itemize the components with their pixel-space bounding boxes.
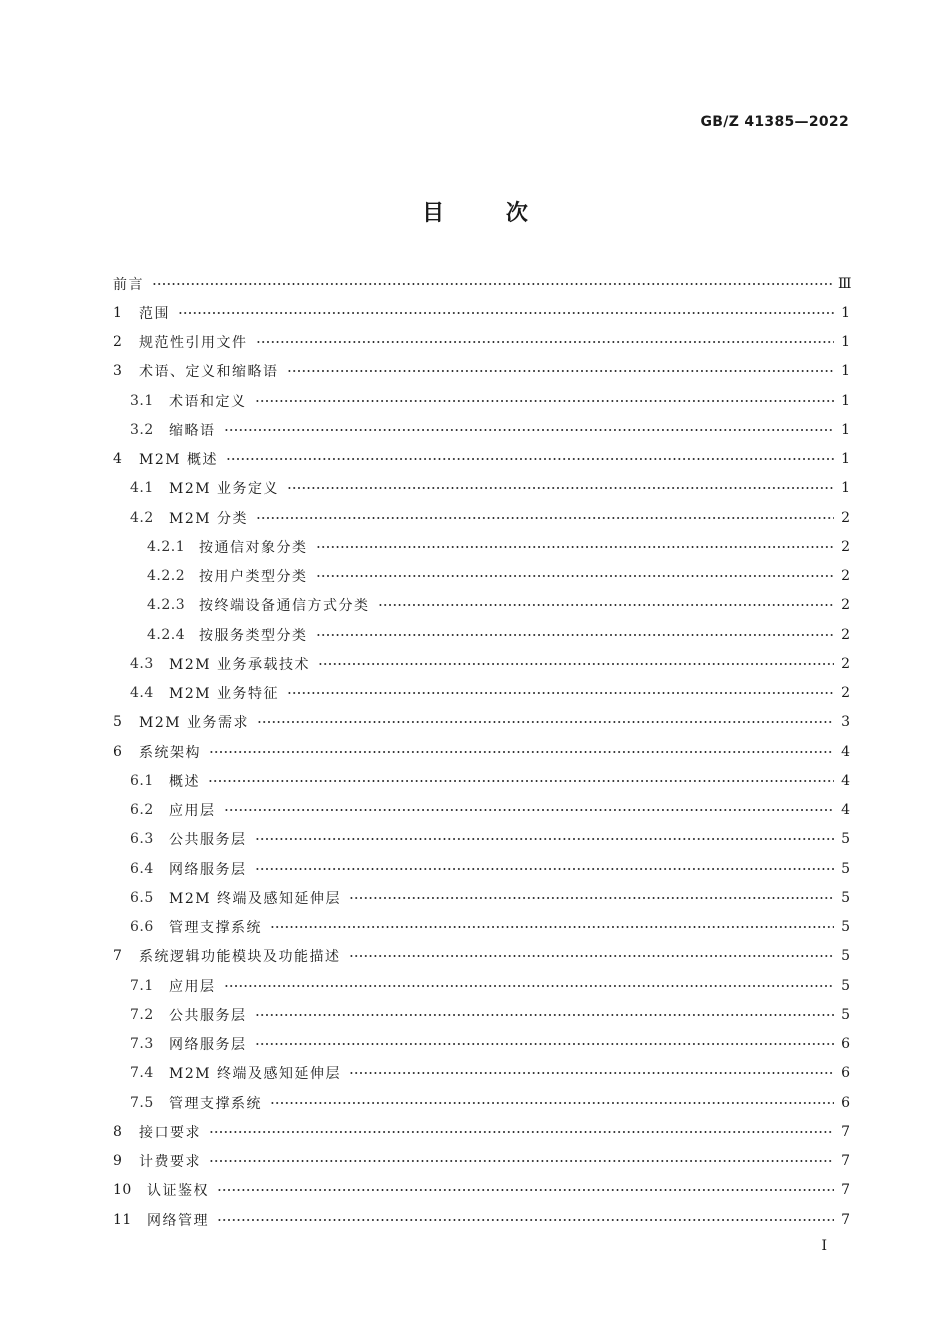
dot-leader	[316, 540, 835, 554]
toc-entry-number: 1	[113, 304, 123, 321]
toc-entry-title: 公共服务层	[169, 1007, 247, 1024]
toc-entry-number: 4.2.3	[147, 597, 186, 614]
toc-entry-number: 8	[113, 1123, 123, 1140]
toc-entry-number: 9	[113, 1153, 123, 1170]
toc-entry-title: 概述	[169, 773, 200, 790]
toc-entry-title: 网络服务层	[169, 861, 247, 878]
toc-entry-title: 规范性引用文件	[139, 335, 248, 352]
toc-entry-title: 按服务类型分类	[199, 627, 308, 644]
toc-entry-title: 前言	[113, 276, 144, 293]
toc-entry[interactable]	[113, 796, 850, 825]
toc-entry-number: 4.2.4	[147, 626, 186, 643]
toc-entry-number: 6.5	[130, 889, 154, 906]
toc-entry-title: 公共服务层	[169, 832, 247, 849]
toc-entry-number: 7.4	[130, 1065, 154, 1082]
toc-entry[interactable]	[113, 269, 850, 298]
dot-leader	[209, 1154, 834, 1168]
toc-entry-page: 5	[841, 889, 850, 906]
toc-entry-title: M2M 概述	[139, 452, 219, 469]
toc-entry-number: 6.1	[130, 772, 154, 789]
toc-entry-page: 2	[841, 538, 850, 555]
toc-entry-title: 术语、定义和缩略语	[139, 364, 279, 381]
toc-entry-number: 6.3	[130, 831, 154, 848]
toc-entry-page: 5	[841, 977, 850, 994]
toc-entry-page: 2	[841, 655, 850, 672]
toc-entry-number: 7.2	[130, 1006, 154, 1023]
toc-entry-page: 6	[841, 1036, 850, 1053]
dot-leader	[316, 628, 835, 642]
toc-entry-number: 2	[113, 334, 123, 351]
toc-entry-number: 11	[113, 1211, 132, 1228]
toc-entry-title: M2M 业务需求	[139, 715, 250, 732]
toc-entry-number: 6	[113, 743, 123, 760]
toc-entry-page: 7	[841, 1182, 850, 1199]
toc-entry-title: M2M 业务承载技术	[169, 656, 311, 673]
dot-leader	[287, 481, 834, 495]
toc-entry-title: 计费要求	[139, 1154, 201, 1171]
toc-entry-page: 1	[841, 363, 850, 380]
dot-leader	[316, 569, 835, 583]
toc-entry-page: 1	[841, 334, 850, 351]
dot-leader	[224, 979, 835, 993]
toc-entry-title: M2M 业务定义	[169, 481, 280, 498]
toc-entry[interactable]	[113, 679, 850, 708]
dot-leader	[256, 335, 835, 349]
toc-entry-number: 7.1	[130, 977, 154, 994]
toc-entry-number: 4.2	[130, 509, 154, 526]
toc-entry[interactable]	[113, 1000, 850, 1029]
toc-entry-number: 4.1	[130, 480, 154, 497]
dot-leader	[152, 277, 834, 291]
toc-entry[interactable]	[113, 386, 850, 415]
toc-entry-page: 5	[841, 860, 850, 877]
toc-entry-page: 3	[841, 714, 850, 731]
dot-leader	[270, 920, 834, 934]
toc-entry-page: 6	[841, 1094, 850, 1111]
toc-entry-title: 管理支撑系统	[169, 1095, 262, 1112]
dot-leader	[349, 1066, 834, 1080]
toc-entry-page: 7	[841, 1153, 850, 1170]
toc-title: 目 次	[422, 201, 528, 226]
toc-entry-page: 1	[841, 421, 850, 438]
toc-entry-number: 7.3	[130, 1036, 154, 1053]
dot-leader	[255, 862, 835, 876]
toc-entry[interactable]	[113, 415, 850, 444]
toc-entry-page: 2	[841, 626, 850, 643]
toc-entry-number: 4	[113, 451, 123, 468]
toc-entry-page: 1	[841, 304, 850, 321]
toc-entry[interactable]	[113, 708, 850, 737]
toc-entry-title: 认证鉴权	[147, 1183, 209, 1200]
toc-entry-page: 7	[841, 1123, 850, 1140]
dot-leader	[226, 452, 834, 466]
toc-entry-page: 1	[841, 392, 850, 409]
toc-entry-number: 6.2	[130, 802, 154, 819]
dot-leader	[255, 394, 835, 408]
toc-entry[interactable]	[113, 562, 850, 591]
dot-leader	[209, 1125, 834, 1139]
toc-entry-page: 4	[841, 802, 850, 819]
toc-entry[interactable]	[113, 1059, 850, 1088]
toc-entry-page: 2	[841, 685, 850, 702]
toc-entry[interactable]	[113, 971, 850, 1000]
dot-leader	[209, 745, 834, 759]
toc-entry-page: 1	[841, 480, 850, 497]
toc-entry-title: 术语和定义	[169, 393, 247, 410]
dot-leader	[224, 803, 835, 817]
table-of-contents	[113, 269, 850, 1234]
toc-entry-number: 7.5	[130, 1094, 154, 1111]
standard-number: GB/Z 41385—2022	[700, 114, 849, 130]
toc-entry-number: 4.3	[130, 655, 154, 672]
toc-entry-page: 6	[841, 1065, 850, 1082]
toc-entry[interactable]	[113, 328, 850, 357]
toc-entry-page: 5	[841, 948, 850, 965]
toc-entry-title: M2M 终端及感知延伸层	[169, 890, 342, 907]
toc-entry-title: 按用户类型分类	[199, 569, 308, 586]
toc-entry-number: 3.2	[130, 421, 154, 438]
toc-entry[interactable]	[113, 1147, 850, 1176]
toc-entry-number: 6.4	[130, 860, 154, 877]
toc-entry-page: 4	[841, 772, 850, 789]
toc-entry-number: 3.1	[130, 392, 154, 409]
dot-leader	[217, 1213, 834, 1227]
toc-entry[interactable]	[113, 1205, 850, 1234]
toc-entry[interactable]	[113, 854, 850, 883]
toc-entry[interactable]	[113, 825, 850, 854]
toc-entry-title: M2M 业务特征	[169, 686, 280, 703]
dot-leader	[256, 511, 834, 525]
toc-entry-title: 系统架构	[139, 744, 201, 761]
dot-leader	[349, 949, 835, 963]
dot-leader	[217, 1183, 834, 1197]
dot-leader	[287, 364, 835, 378]
toc-entry[interactable]	[113, 913, 850, 942]
dot-leader	[349, 891, 834, 905]
toc-entry-page: 1	[841, 451, 850, 468]
toc-entry-number: 4.4	[130, 685, 154, 702]
toc-entry[interactable]	[113, 591, 850, 620]
toc-entry[interactable]	[113, 357, 850, 386]
toc-entry[interactable]	[113, 503, 850, 532]
toc-entry[interactable]	[113, 1117, 850, 1146]
dot-leader	[224, 423, 835, 437]
toc-entry-page: 2	[841, 509, 850, 526]
toc-entry-title: 应用层	[169, 803, 216, 820]
toc-entry[interactable]	[113, 1088, 850, 1117]
toc-entry-title: 接口要求	[139, 1124, 201, 1141]
toc-entry-number: 6.6	[130, 919, 154, 936]
toc-entry-number: 4.2.2	[147, 568, 186, 585]
dot-leader	[208, 774, 834, 788]
dot-leader	[378, 598, 835, 612]
toc-entry-title: 应用层	[169, 978, 216, 995]
toc-entry-title: 管理支撑系统	[169, 920, 262, 937]
dot-leader	[178, 306, 834, 320]
dot-leader	[270, 1096, 834, 1110]
toc-entry-page: 7	[841, 1211, 850, 1228]
dot-leader	[287, 686, 834, 700]
toc-entry-title: M2M 分类	[169, 510, 249, 527]
toc-entry[interactable]	[113, 1030, 850, 1059]
toc-entry-page: Ⅲ	[838, 275, 852, 292]
toc-entry-page: 2	[841, 568, 850, 585]
page-number: Ⅰ	[821, 1238, 827, 1254]
toc-entry-title: 按终端设备通信方式分类	[199, 598, 370, 615]
toc-entry-number: 5	[113, 714, 123, 731]
dot-leader	[255, 1037, 835, 1051]
toc-entry[interactable]	[113, 737, 850, 766]
toc-entry-title: 网络管理	[147, 1212, 209, 1229]
toc-entry-number: 7	[113, 948, 123, 965]
toc-entry-page: 2	[841, 597, 850, 614]
toc-entry[interactable]	[113, 883, 850, 912]
toc-entry-page: 5	[841, 919, 850, 936]
toc-entry-page: 5	[841, 831, 850, 848]
toc-entry[interactable]	[113, 649, 850, 678]
toc-entry-number: 3	[113, 363, 123, 380]
toc-entry[interactable]	[113, 474, 850, 503]
toc-entry-title: 系统逻辑功能模块及功能描述	[139, 949, 341, 966]
toc-entry[interactable]	[113, 445, 850, 474]
toc-entry[interactable]	[113, 1176, 850, 1205]
toc-entry-page: 4	[841, 743, 850, 760]
toc-entry[interactable]	[113, 620, 850, 649]
toc-entry-title: 缩略语	[169, 422, 216, 439]
dot-leader	[255, 1008, 835, 1022]
dot-leader	[257, 715, 834, 729]
toc-entry-page: 5	[841, 1006, 850, 1023]
toc-entry-number: 4.2.1	[147, 538, 186, 555]
toc-entry-number: 10	[113, 1182, 132, 1199]
dot-leader	[318, 657, 834, 671]
toc-entry-title: M2M 终端及感知延伸层	[169, 1066, 342, 1083]
toc-entry[interactable]	[113, 298, 850, 327]
toc-entry-title: 范围	[139, 305, 170, 322]
dot-leader	[255, 832, 835, 846]
toc-entry[interactable]	[113, 532, 850, 561]
toc-entry[interactable]	[113, 942, 850, 971]
toc-entry[interactable]	[113, 766, 850, 795]
toc-entry-title: 按通信对象分类	[199, 539, 308, 556]
toc-entry-title: 网络服务层	[169, 1037, 247, 1054]
